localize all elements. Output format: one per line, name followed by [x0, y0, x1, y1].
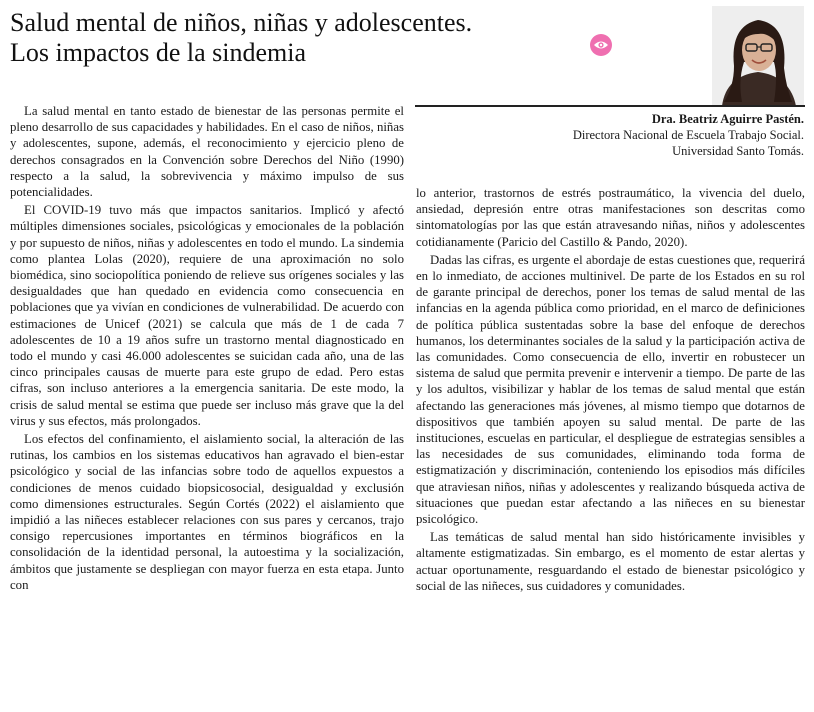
paragraph: La salud mental en tanto estado de bienestar de las personas permite el pleno desarrollo de sus capacidades y habilidades. En el caso de niños, niñas y adolescentes, supone, además, el reconocimiento y ejercicio pleno de derechos consagrados en la Convención sobre Derechos del Niño (1990) respecto a la salud, la sobrevivencia y máximo impulso de sus potencialidades.	[10, 104, 404, 200]
article-column-2	[416, 185, 805, 596]
author-institution: Universidad Santo Tomás.	[672, 144, 804, 158]
paragraph: lo anterior, trastornos de estrés postraumático, la vivencia del duelo, ansiedad, depresión entre otras manifestaciones son descritas como sintomatologías por las que están atravesando niñas, niños y adolescentes cotidianamente (Paricio del Castillo & Pando, 2020).	[416, 186, 805, 249]
paragraph: El COVID-19 tuvo más que impactos sanitarios. Implicó y afectó múltiples dimensiones sociales, psicológicas y emocionales de la población y por supuesto de niños, niñas y adolescentes en todo el mundo. La sindemia como plantea Lolas (2020), requiere de una aproximación no solo biomédica, sino sociopolítica poniendo de relieve sus orígenes sociales y las desigualdades que han quedado en evidencia como consecuencia en poblaciones que ya vivían en condiciones de vulnerabilidad. De acuerdo con estimaciones de Unicef (2021) se calcula que más de 1 de cada 7 adolescentes de 10 a 19 años sufre un trastorno mental diagnosticado en todo el mundo y casi 46.000 adolescentes se suicidan cada año, una de las cinco principales causas de muerte para este grupo de edad. Pero estas cifras, son incluso anteriores a la emergencia sanitaria. De este modo, la crisis de salud mental se estima que puede ser incluso más grave que la del virus y sus efectos, más prolongados.	[10, 203, 404, 428]
author-byline	[573, 111, 804, 159]
paragraph: Los efectos del confinamiento, el aislamiento social, la alteración de las rutinas, los cambios en los sistemas educativos han agravado el bien-estar psicológico y social de las infancias sobre todo de aquellos expuestos a condiciones de menos cuidado biopsicosocial, desigualdad y exclusión como dimensiones estructurales. Según Cortés (2022) el aislamiento que impidió a las niñeces establecer relaciones con sus pares y cercanos, trajo consigo repercusiones importantes en términos biográficos en la consolidación de la identidad personal, la autoestima y la socialización, ámbitos que justamente se despliegan con mayor fuerza en esta etapa. Junto con	[10, 432, 404, 592]
article-title	[10, 8, 610, 68]
paragraph: Dadas las cifras, es urgente el abordaje de estas cuestiones que, requerirá en lo inmediato, de acciones multinivel. De parte de los Estados en su rol de garante principal de derechos, poner los temas de salud mental de las infancias en la agenda pública como prioridad, en el marco de definiciones de política pública sustentadas sobre la base del enfoque de derechos humanos, los determinantes sociales de la salud y la participación activa de las comunidades. Como consecuencia de ello, invertir en robustecer un sistema de salud que permita prevenir e intervenir a tiempo. De parte de las y los adultos, visibilizar y hablar de los temas de salud mental que están afectando las generaciones más jóvenes, al mismo tiempo que dotarnos de dispositivos que también apoyen su salud mental. De parte de las instituciones, escuelas en particular, el despliegue de estrategias sensibles a las necesidades de sus comunidades, eliminando toda forma de estigmatización y discriminación, conteniendo los episodios más difíciles que atraviesan niños, niñas y adolescentes y realizando búsqueda activa de situaciones que puedan estar afectando a las niñeces en su bienestar psicológico.	[416, 252, 805, 527]
article-column-1	[10, 103, 404, 595]
author-name: Dra. Beatriz Aguirre Pastén.	[651, 112, 804, 126]
header-rule	[415, 105, 805, 107]
author-role: Directora Nacional de Escuela Trabajo Social.	[572, 128, 804, 142]
title-line-1: Salud mental de niños, niñas y adolescentes.	[10, 8, 473, 37]
eye-icon[interactable]	[590, 34, 612, 56]
title-line-2: Los impactos de la sindemia	[10, 38, 307, 67]
paragraph: Las temáticas de salud mental han sido históricamente invisibles y altamente estigmatizadas. Sin embargo, es el momento de estar alertas y actuar oportunamente, resguardando el estado de bienestar psicológico y social de las niñeces, sus cuidadores y comunidades.	[416, 530, 805, 593]
author-photo	[712, 6, 804, 106]
